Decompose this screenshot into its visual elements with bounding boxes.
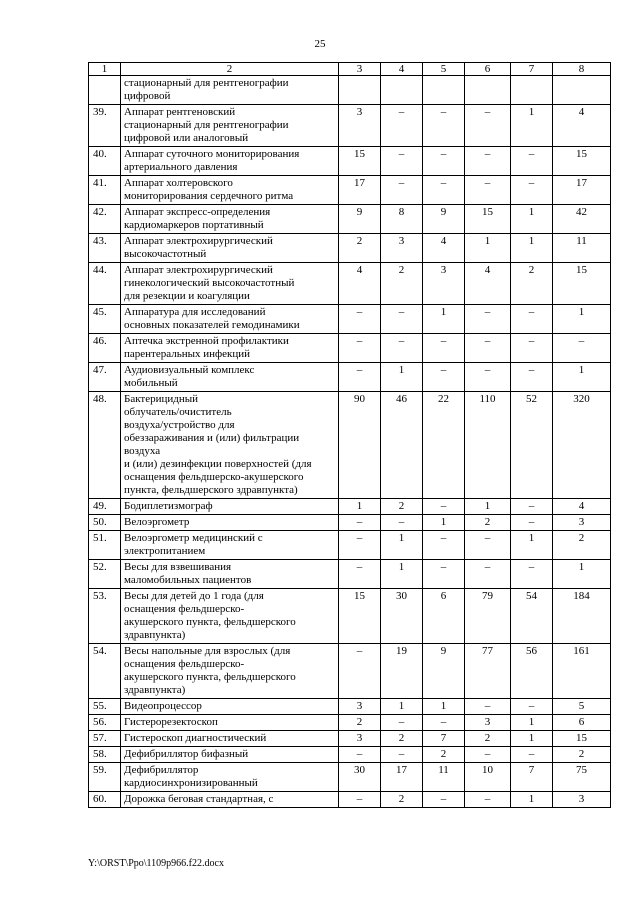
table-row [89,589,611,644]
qty-cell-3: 3 [339,731,381,747]
equipment-name-cell: Аппарат рентгеновский стационарный для рентгенографии цифровой или аналоговый [121,105,339,147]
qty-cell-3: 15 [339,147,381,176]
qty-cell-6: – [465,560,511,589]
file-path-footer: Y:\ORST\Ppo\1109p966.f22.docx [88,858,224,869]
qty-cell-5: – [423,560,465,589]
equipment-name-cell: Аппарат электрохирургический высокочастотный [121,234,339,263]
row-number-cell: 51. [89,531,121,560]
qty-cell-5: 6 [423,589,465,644]
qty-cell-7: – [511,363,553,392]
row-number-cell: 44. [89,263,121,305]
qty-cell-6: 1 [465,499,511,515]
qty-cell-5: 7 [423,731,465,747]
qty-cell-7: – [511,147,553,176]
qty-cell-7: 1 [511,715,553,731]
table-row [89,392,611,499]
qty-cell-4: – [381,305,423,334]
total-cell: 320 [553,392,611,499]
row-number-cell: 48. [89,392,121,499]
total-cell: 5 [553,699,611,715]
qty-cell-5: 9 [423,205,465,234]
qty-cell-4: – [381,334,423,363]
qty-cell-3: 9 [339,205,381,234]
table-row [89,305,611,334]
qty-cell-7: – [511,747,553,763]
qty-cell-3: 1 [339,499,381,515]
row-number-cell: 52. [89,560,121,589]
row-number-cell: 40. [89,147,121,176]
qty-cell-4: 2 [381,792,423,808]
equipment-name-cell: Аппаратура для исследований основных показателей гемодинамики [121,305,339,334]
qty-cell-6: 10 [465,763,511,792]
equipment-name-cell: Видеопроцессор [121,699,339,715]
header-cell: 2 [121,63,339,76]
equipment-name-cell: Весы для детей до 1 года (для оснащения фельдшерско- акушерского пункта, фельдшерского здравпункта) [121,589,339,644]
table-row [89,644,611,699]
equipment-name-cell: Аппарат суточного мониторирования артериального давления [121,147,339,176]
qty-cell-7: – [511,176,553,205]
qty-cell-4: 30 [381,589,423,644]
qty-cell-5: – [423,176,465,205]
row-number-cell: 54. [89,644,121,699]
table-row [89,699,611,715]
total-cell: 15 [553,147,611,176]
header-cell: 3 [339,63,381,76]
row-number-cell: 39. [89,105,121,147]
qty-cell-7: – [511,334,553,363]
equipment-name-cell: Дефибриллятор бифазный [121,747,339,763]
row-number-cell: 50. [89,515,121,531]
row-number-cell: 47. [89,363,121,392]
qty-cell-5: 1 [423,515,465,531]
total-cell: 15 [553,263,611,305]
qty-cell-6 [465,76,511,105]
equipment-name-cell: Гистероскоп диагностический [121,731,339,747]
qty-cell-3: – [339,334,381,363]
qty-cell-5: – [423,334,465,363]
header-cell: 7 [511,63,553,76]
row-number-cell: 45. [89,305,121,334]
qty-cell-7: 1 [511,731,553,747]
row-number-cell: 42. [89,205,121,234]
qty-cell-7: – [511,560,553,589]
total-cell: 17 [553,176,611,205]
table-header-row [89,63,611,76]
qty-cell-3: 3 [339,105,381,147]
qty-cell-3: – [339,515,381,531]
qty-cell-7: 1 [511,205,553,234]
total-cell: 184 [553,589,611,644]
qty-cell-7: 2 [511,263,553,305]
qty-cell-3: 2 [339,234,381,263]
table-row [89,731,611,747]
row-number-cell [89,76,121,105]
row-number-cell: 43. [89,234,121,263]
table-row [89,499,611,515]
qty-cell-3: 4 [339,263,381,305]
equipment-name-cell: Аптечка экстренной профилактики парентеральных инфекций [121,334,339,363]
row-number-cell: 53. [89,589,121,644]
qty-cell-7: 7 [511,763,553,792]
header-cell: 6 [465,63,511,76]
qty-cell-3: 2 [339,715,381,731]
table-row [89,76,611,105]
table-row [89,715,611,731]
qty-cell-6: 77 [465,644,511,699]
total-cell: 161 [553,644,611,699]
qty-cell-6: – [465,531,511,560]
total-cell: 6 [553,715,611,731]
qty-cell-6: 1 [465,234,511,263]
qty-cell-3: – [339,363,381,392]
qty-cell-5: 3 [423,263,465,305]
qty-cell-5: – [423,792,465,808]
qty-cell-5: – [423,147,465,176]
row-number-cell: 56. [89,715,121,731]
qty-cell-4: 19 [381,644,423,699]
qty-cell-4: – [381,147,423,176]
qty-cell-5: 2 [423,747,465,763]
header-cell: 4 [381,63,423,76]
qty-cell-4: – [381,105,423,147]
qty-cell-4: 1 [381,531,423,560]
row-number-cell: 58. [89,747,121,763]
table-row [89,747,611,763]
table-row [89,176,611,205]
qty-cell-5: – [423,363,465,392]
total-cell: 1 [553,363,611,392]
table-row [89,334,611,363]
qty-cell-4: 1 [381,699,423,715]
equipment-name-cell: Гистерорезектоскоп [121,715,339,731]
total-cell: 3 [553,515,611,531]
equipment-name-cell: Аппарат электрохирургический гинекологический высокочастотный для резекции и коагуляции [121,263,339,305]
total-cell: 75 [553,763,611,792]
qty-cell-6: 4 [465,263,511,305]
equipment-name-cell: Аудиовизуальный комплекс мобильный [121,363,339,392]
table-row [89,205,611,234]
qty-cell-5: – [423,531,465,560]
table-row [89,560,611,589]
equipment-name-cell: Велоэргометр [121,515,339,531]
qty-cell-6: 79 [465,589,511,644]
equipment-name-cell: Бодиплетизмограф [121,499,339,515]
total-cell: 4 [553,499,611,515]
qty-cell-4: 1 [381,363,423,392]
qty-cell-7: 1 [511,531,553,560]
equipment-name-cell: Бактерицидный облучатель/очиститель воздуха/устройство для обеззараживания и (или) фильтрации воздуха и (или) дезинфекции поверхностей (для оснащения фельдшерско-акушерского пункта, фельдшерского здравпункта) [121,392,339,499]
qty-cell-3: 3 [339,699,381,715]
total-cell: 15 [553,731,611,747]
qty-cell-3 [339,76,381,105]
equipment-name-cell: Весы для взвешивания маломобильных пациентов [121,560,339,589]
qty-cell-4: 8 [381,205,423,234]
equipment-name-cell: Весы напольные для взрослых (для оснащения фельдшерско- акушерского пункта, фельдшерского здравпункта) [121,644,339,699]
qty-cell-7: 1 [511,234,553,263]
table-row [89,263,611,305]
qty-cell-5: 4 [423,234,465,263]
row-number-cell: 41. [89,176,121,205]
qty-cell-5: 22 [423,392,465,499]
qty-cell-7: 56 [511,644,553,699]
total-cell: 2 [553,747,611,763]
qty-cell-4: 3 [381,234,423,263]
equipment-table [88,62,611,808]
total-cell: 3 [553,792,611,808]
qty-cell-6: – [465,334,511,363]
qty-cell-5: – [423,499,465,515]
qty-cell-7: 1 [511,105,553,147]
qty-cell-6: – [465,105,511,147]
qty-cell-6: – [465,176,511,205]
qty-cell-4: 2 [381,499,423,515]
qty-cell-3: 15 [339,589,381,644]
qty-cell-7: – [511,499,553,515]
qty-cell-4: – [381,715,423,731]
qty-cell-4: 2 [381,263,423,305]
table-row [89,531,611,560]
qty-cell-5: – [423,105,465,147]
qty-cell-3: – [339,792,381,808]
row-number-cell: 46. [89,334,121,363]
qty-cell-7: 52 [511,392,553,499]
total-cell: 1 [553,305,611,334]
qty-cell-6: 3 [465,715,511,731]
qty-cell-7: – [511,305,553,334]
table-row [89,363,611,392]
row-number-cell: 59. [89,763,121,792]
qty-cell-3: 90 [339,392,381,499]
qty-cell-4: – [381,515,423,531]
qty-cell-5: 11 [423,763,465,792]
qty-cell-5 [423,76,465,105]
qty-cell-6: – [465,147,511,176]
equipment-name-cell: Дорожка беговая стандартная, с [121,792,339,808]
qty-cell-3: – [339,747,381,763]
qty-cell-6: 15 [465,205,511,234]
qty-cell-5: 1 [423,305,465,334]
qty-cell-6: 2 [465,515,511,531]
table-row [89,792,611,808]
qty-cell-7: – [511,699,553,715]
table-row [89,763,611,792]
table-row [89,105,611,147]
equipment-name-cell: Дефибриллятор кардиосинхронизированный [121,763,339,792]
qty-cell-3: – [339,305,381,334]
table-row [89,515,611,531]
equipment-name-cell: Аппарат экспресс-определения кардиомаркеров портативный [121,205,339,234]
qty-cell-6: – [465,747,511,763]
row-number-cell: 49. [89,499,121,515]
total-cell [553,76,611,105]
table-row [89,234,611,263]
qty-cell-4: 1 [381,560,423,589]
row-number-cell: 57. [89,731,121,747]
row-number-cell: 55. [89,699,121,715]
total-cell: 11 [553,234,611,263]
qty-cell-6: 110 [465,392,511,499]
header-cell: 8 [553,63,611,76]
header-cell: 5 [423,63,465,76]
qty-cell-5: 9 [423,644,465,699]
qty-cell-4: – [381,747,423,763]
qty-cell-7: – [511,515,553,531]
qty-cell-6: 2 [465,731,511,747]
qty-cell-4: 17 [381,763,423,792]
table-row [89,147,611,176]
header-cell: 1 [89,63,121,76]
qty-cell-3: – [339,644,381,699]
qty-cell-5: – [423,715,465,731]
qty-cell-3: 17 [339,176,381,205]
qty-cell-7 [511,76,553,105]
qty-cell-5: 1 [423,699,465,715]
total-cell: 4 [553,105,611,147]
qty-cell-3: – [339,560,381,589]
qty-cell-6: – [465,699,511,715]
total-cell: 2 [553,531,611,560]
equipment-name-cell: Велоэргометр медицинский с электропитанием [121,531,339,560]
row-number-cell: 60. [89,792,121,808]
total-cell: 1 [553,560,611,589]
qty-cell-7: 1 [511,792,553,808]
qty-cell-6: – [465,305,511,334]
qty-cell-4: 46 [381,392,423,499]
equipment-name-cell: стационарный для рентгенографии цифровой [121,76,339,105]
qty-cell-3: – [339,531,381,560]
qty-cell-4: 2 [381,731,423,747]
total-cell: 42 [553,205,611,234]
qty-cell-6: – [465,792,511,808]
qty-cell-3: 30 [339,763,381,792]
page-number: 25 [314,38,326,50]
qty-cell-7: 54 [511,589,553,644]
equipment-name-cell: Аппарат холтеровского мониторирования сердечного ритма [121,176,339,205]
qty-cell-6: – [465,363,511,392]
qty-cell-4 [381,76,423,105]
total-cell: – [553,334,611,363]
qty-cell-4: – [381,176,423,205]
